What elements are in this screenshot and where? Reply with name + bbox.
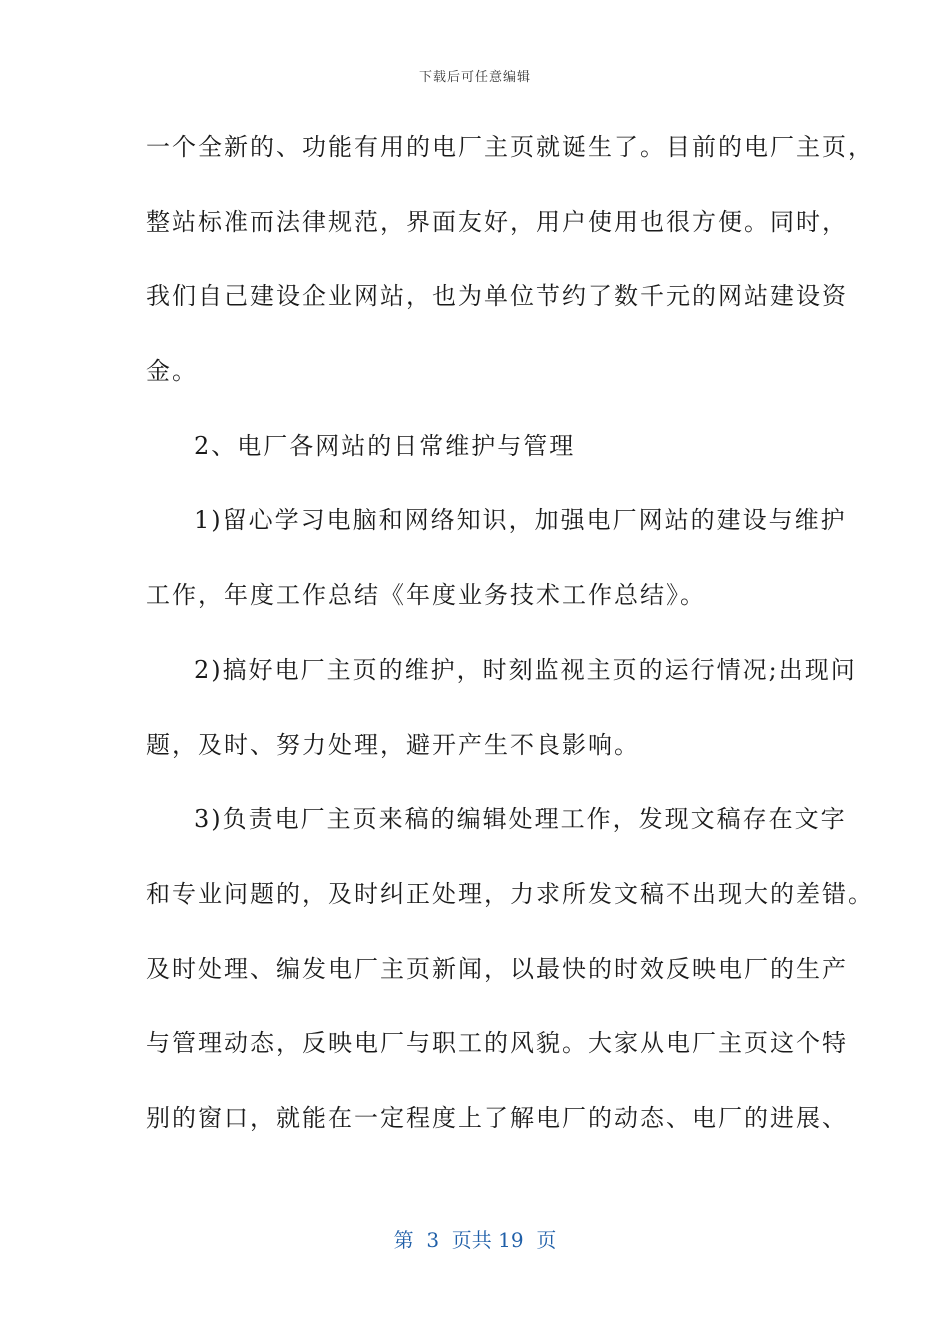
paragraph-line: 题，及时、努力处理，避开产生不良影响。 <box>146 730 640 759</box>
page-number: 第 3 页共 19 页 <box>393 1228 557 1252</box>
paragraph-line: 和专业问题的，及时纠正处理，力求所发文稿不出现大的差错。 <box>146 879 874 908</box>
paragraph-line: 1)留心学习电脑和网络知识，加强电厂网站的建设与维护 <box>194 506 847 535</box>
paragraph-line: 工作，年度工作总结《年度业务技术工作总结》。 <box>146 581 706 610</box>
document-body <box>146 122 874 1168</box>
paragraph-line: 3)负责电厂主页来稿的编辑处理工作，发现文稿存在文字 <box>194 805 847 834</box>
paragraph-line: 金。 <box>146 357 198 386</box>
paragraph-line: 整站标准而法律规范，界面友好，用户使用也很方便。同时， <box>146 207 848 236</box>
page-header: 下载后可任意编辑 <box>418 70 531 85</box>
paragraph-line: 我们自己建设企业网站，也为单位节约了数千元的网站建设资 <box>146 282 848 311</box>
paragraph-line: 一个全新的、功能有用的电厂主页就诞生了。目前的电厂主页， <box>146 133 874 161</box>
paragraph-line: 2)搞好电厂主页的维护，时刻监视主页的运行情况;出现问 <box>194 655 857 684</box>
paragraph-line: 与管理动态，反映电厂与职工的风貌。大家从电厂主页这个特 <box>146 1029 848 1058</box>
section-heading: 2、电厂各网站的日常维护与管理 <box>194 431 576 460</box>
paragraph-line: 别的窗口，就能在一定程度上了解电厂的动态、电厂的进展、 <box>146 1103 848 1132</box>
paragraph-line: 及时处理、编发电厂主页新闻，以最快的时效反映电厂的生产 <box>146 954 848 983</box>
